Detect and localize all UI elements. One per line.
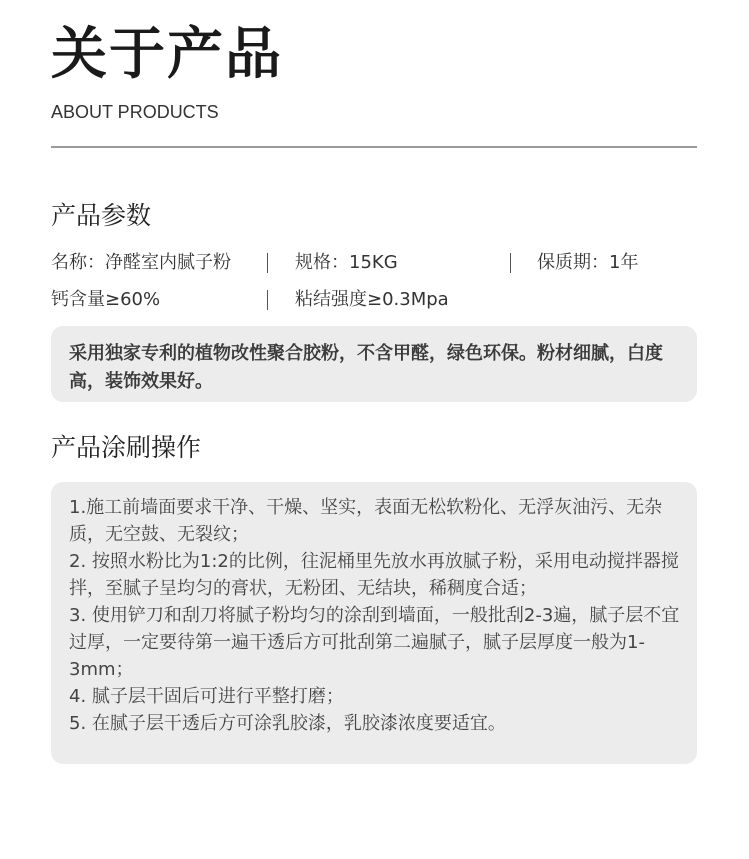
params-section-title: 产品参数 xyxy=(51,201,152,230)
page-title: 关于产品 xyxy=(51,22,283,87)
operation-section-title: 产品涂刷操作 xyxy=(51,433,202,462)
param-row-2 xyxy=(51,287,697,313)
page-subtitle: ABOUT PRODUCTS xyxy=(51,102,219,122)
param-bond-strength: 粘结强度≥0.3Mpa xyxy=(295,289,449,310)
step-item: 5. 在腻子层干透后方可涂乳胶漆，乳胶漆浓度要适宜。 xyxy=(69,713,506,734)
param-separator xyxy=(267,253,268,273)
step-item: 4. 腻子层干固后可进行平整打磨； xyxy=(69,686,344,707)
description-box xyxy=(51,326,697,402)
product-description: 采用独家专利的植物改性聚合胶粉，不含甲醛，绿色环保。粉材细腻，白度高，装饰效果好。 xyxy=(69,343,663,392)
param-shelf-life: 保质期：1年 xyxy=(537,252,639,273)
step-item: 2. 按照水粉比为1:2的比例，往泥桶里先放水再放腻子粉，采用电动搅拌器搅拌，至腻子呈均匀的膏状，无粉团、无结块，稀稠度合适； xyxy=(69,551,679,599)
param-separator xyxy=(267,290,268,310)
param-spec: 规格：15KG xyxy=(295,252,398,273)
param-name: 名称：净醛室内腻子粉 xyxy=(51,252,231,273)
param-separator xyxy=(510,253,511,273)
step-item: 3. 使用铲刀和刮刀将腻子粉均匀的涂刮到墙面，一般批刮2-3遍，腻子层不宜过厚，一定要待第一遍干透后方可批刮第二遍腻子，腻子层厚度一般为1-3mm； xyxy=(69,605,680,680)
header-divider xyxy=(51,146,697,148)
param-calcium: 钙含量≥60% xyxy=(51,289,161,310)
step-item: 1.施工前墙面要求干净、干燥、坚实，表面无松软粉化、无浮灰油污、无杂质，无空鼓、无裂纹； xyxy=(69,497,663,545)
param-row-1 xyxy=(51,250,697,276)
steps-box xyxy=(51,482,697,764)
